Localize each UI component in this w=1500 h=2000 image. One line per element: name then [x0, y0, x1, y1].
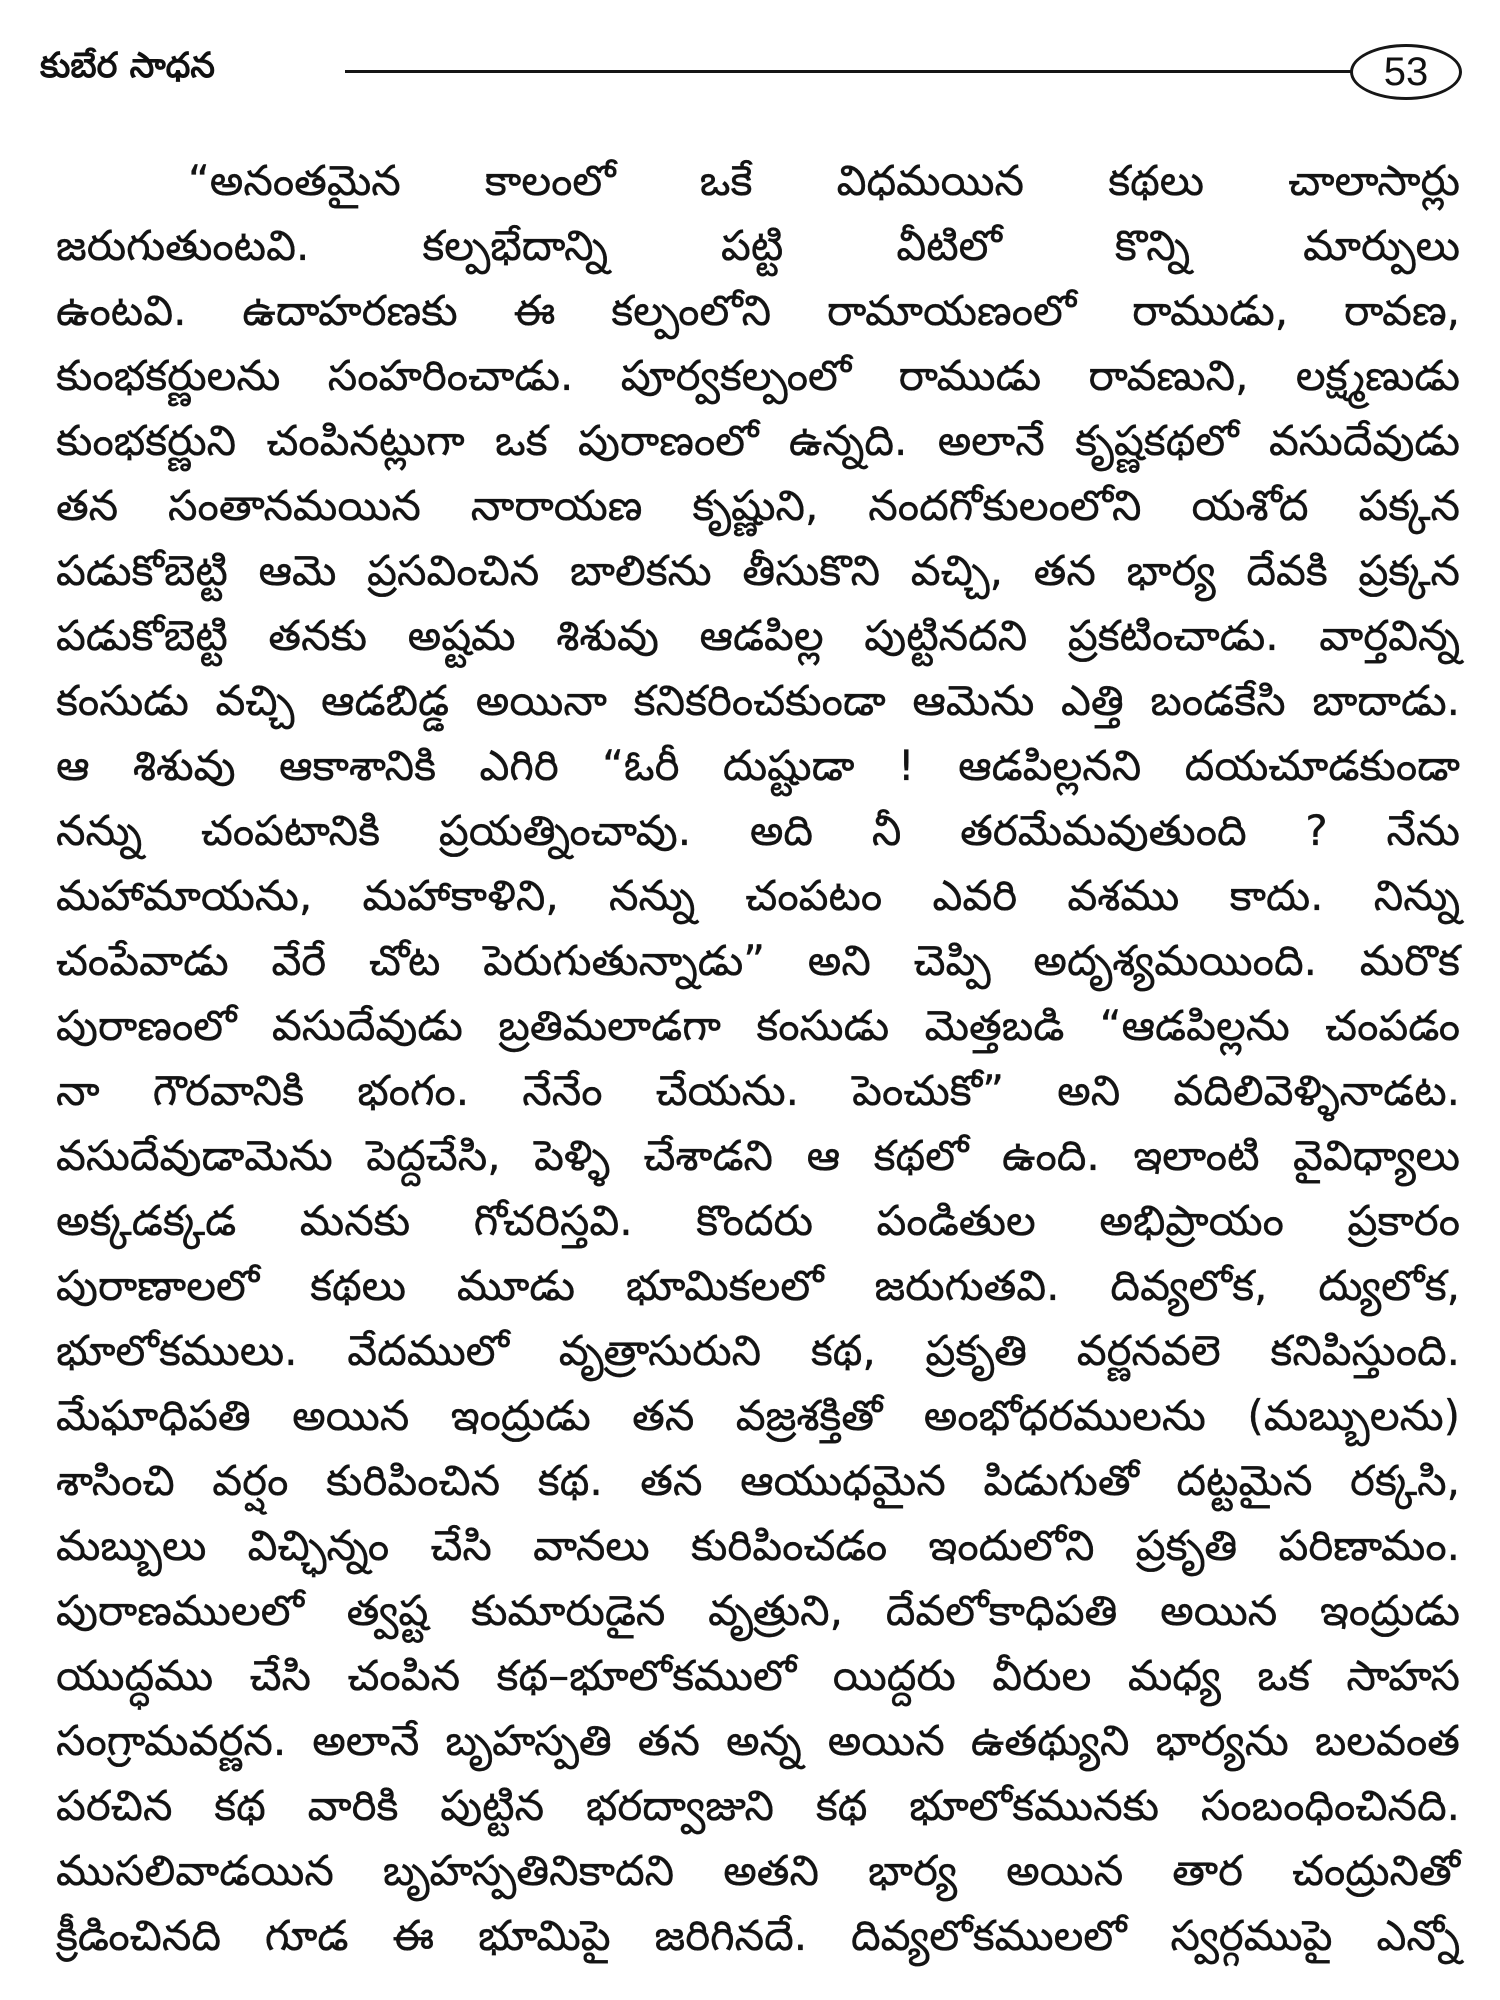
running-title: కుబేర సాధన	[40, 46, 215, 86]
text-line: అక్కడక్కడ మనకు గోచరిస్తవి. కొందరు పండితుల అభిప్రాయం ప్రకారం	[56, 1196, 1460, 1245]
text-line: మబ్బులు విచ్ఛిన్నం చేసి వానలు కురిపించడం ఇందులోని ప్రకృతి పరిణామం.	[56, 1521, 1460, 1570]
page-number: 53	[1383, 50, 1429, 94]
text-line: పడుకోబెట్టి తనకు అష్టమ శిశువు ఆడపిల్ల పుట్టినదని ప్రకటించాడు. వార్తవిన్న	[56, 611, 1460, 660]
text-line: కంసుడు వచ్చి ఆడబిడ్డ అయినా కనికరించకుండా ఆమెను ఎత్తి బండకేసి బాదాడు.	[56, 676, 1460, 725]
text-line: పురాణంలో వసుదేవుడు బ్రతిమలాడగా కంసుడు మెత్తబడి “ఆడపిల్లను చంపడం	[56, 1001, 1460, 1050]
text-line: యుద్ధము చేసి చంపిన కథ–భూలోకములో యిద్దరు వీరుల మధ్య ఒక సాహస	[56, 1651, 1460, 1700]
text-line: ముసలివాడయిన బృహస్పతినికాదని అతని భార్య అయిన తార చంద్రునితో	[56, 1846, 1460, 1895]
text-line: ఆ శిశువు ఆకాశానికి ఎగిరి “ఓరీ దుష్టుడా ! ఆడపిల్లనని దయచూడకుండా	[56, 741, 1460, 790]
text-line: తన సంతానమయిన నారాయణ కృష్ణుని, నందగోకులంలోని యశోద పక్కన	[56, 481, 1460, 530]
text-line: చంపేవాడు వేరే చోట పెరుగుతున్నాడు” అని చెప్పి అదృశ్యమయింది. మరొక	[56, 936, 1460, 985]
text-line: ఉంటవి. ఉదాహరణకు ఈ కల్పంలోని రామాయణంలో రాముడు, రావణ,	[56, 286, 1460, 335]
text-line: మహామాయను, మహాకాళిని, నన్ను చంపటం ఎవరి వశము కాదు. నిన్ను	[56, 871, 1460, 920]
text-line: పురాణాలలో కథలు మూడు భూమికలలో జరుగుతవి. దివ్యలోక, ద్యులోక,	[56, 1261, 1460, 1310]
text-line: క్రీడించినది గూడ ఈ భూమిపై జరిగినదే. దివ్యలోకములలో స్వర్గముపై ఎన్నో	[56, 1911, 1460, 1960]
text-line: పడుకోబెట్టి ఆమె ప్రసవించిన బాలికను తీసుకొని వచ్చి, తన భార్య దేవకి ప్రక్కన	[56, 546, 1460, 595]
text-line: కుంభకర్ణుని చంపినట్లుగా ఒక పురాణంలో ఉన్నది. అలానే కృష్ణకథలో వసుదేవుడు	[56, 416, 1460, 465]
text-line: వసుదేవుడామెను పెద్దచేసి, పెళ్ళి చేశాడని ఆ కథలో ఉంది. ఇలాంటి వైవిధ్యాలు	[56, 1131, 1460, 1180]
header-rule	[345, 70, 1353, 73]
text-line: సంగ్రామవర్ణన. అలానే బృహస్పతి తన అన్న అయిన ఉతథ్యుని భార్యను బలవంత	[56, 1716, 1460, 1765]
text-line: నన్ను చంపటానికి ప్రయత్నించావు. అది నీ తరమేమవుతుంది ? నేను	[56, 806, 1460, 855]
text-line: నా గౌరవానికి భంగం. నేనేం చేయను. పెంచుకో” అని వదిలివెళ్ళినాడట.	[56, 1066, 1460, 1115]
text-line: శాసించి వర్షం కురిపించిన కథ. తన ఆయుధమైన పిడుగుతో దట్టమైన రక్కసి,	[56, 1456, 1460, 1505]
text-line: మేఘాధిపతి అయిన ఇంద్రుడు తన వజ్రశక్తితో అంభోధరములను (మబ్బులను)	[56, 1391, 1460, 1440]
text-line: పరచిన కథ వారికి పుట్టిన భరద్వాజుని కథ భూలోకమునకు సంబంధించినది.	[56, 1781, 1460, 1830]
text-line: భూలోకములు. వేదములో వృత్రాసురుని కథ, ప్రకృతి వర్ణనవలె కనిపిస్తుంది.	[56, 1326, 1460, 1375]
text-line: కుంభకర్ణులను సంహరించాడు. పూర్వకల్పంలో రాముడు రావణుని, లక్ష్మణుడు	[56, 351, 1460, 400]
text-line: జరుగుతుంటవి. కల్పభేదాన్ని పట్టి వీటిలో కొన్ని మార్పులు	[56, 221, 1460, 270]
body-text	[56, 148, 1460, 1968]
text-line: “అనంతమైన కాలంలో ఒకే విధమయిన కథలు చాలాసార్లు	[188, 156, 1460, 205]
text-line: పురాణములలో త్వష్ట కుమారుడైన వృత్రుని, దేవలోకాధిపతి అయిన ఇంద్రుడు	[56, 1586, 1460, 1635]
page-number-badge	[1350, 44, 1462, 100]
